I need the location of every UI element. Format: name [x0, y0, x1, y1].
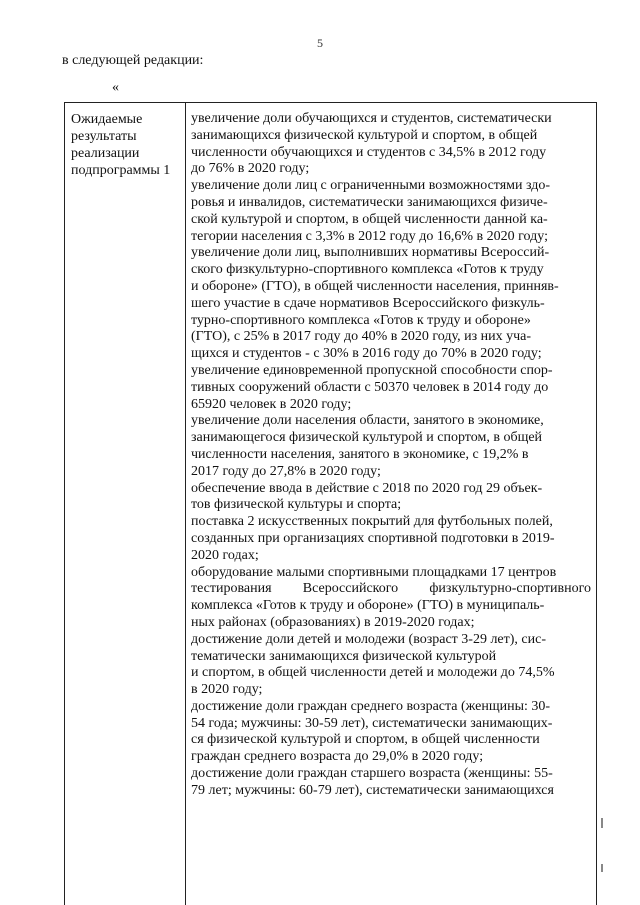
scan-margin-mark — [601, 818, 603, 828]
opening-quote: « — [112, 80, 119, 95]
value-line: тов физической культуры и спорта; — [191, 497, 402, 513]
label-line: Ожидаемые — [71, 112, 143, 127]
value-line: увеличение доли населения области, занятого в экономике, — [191, 413, 544, 429]
value-line: щихся и студентов - с 30% в 2016 году до 70% в 2020 году; — [191, 346, 542, 362]
value-line: ровья и инвалидов, систематически занимающихся физиче- — [191, 194, 548, 210]
value-line: 65920 человек в 2020 году; — [191, 396, 352, 412]
value-line: достижение доли детей и молодежи (возраст 3-29 лет), сис- — [191, 631, 547, 647]
value-line: шего участие в сдаче нормативов Всероссийского физкуль- — [191, 295, 545, 311]
value-line: увеличение единовременной пропускной способности спор- — [191, 362, 553, 378]
value-line: численности обучающихся и студентов с 34,5% в 2012 году — [191, 144, 547, 160]
value-line: оборудование малыми спортивными площадками 17 центров — [191, 564, 557, 580]
value-line: занимающегося физической культурой и спортом, в общей — [191, 430, 543, 446]
value-line: и обороне» (ГТО), в общей численности населения, принняв- — [191, 278, 559, 294]
label-line: результаты — [71, 129, 137, 144]
value-line: тематически занимающихся физической культурой — [191, 648, 497, 664]
value-line: поставка 2 искусственных покрытий для футбольных полей, — [191, 514, 553, 530]
value-line: увеличение доли лиц, выполнивших нормативы Всероссий- — [191, 245, 550, 261]
value-line: созданных при организациях спортивной подготовки в 2019- — [191, 530, 555, 546]
value-line: ных районах (образованиях) в 2019-2020 годах; — [191, 614, 475, 630]
value-line: до 76% в 2020 году; — [191, 161, 310, 177]
value-line: 54 года; мужчины: 30-59 лет), систематически занимающих- — [191, 715, 553, 731]
value-line: 79 лет; мужчины: 60-79 лет), систематически занимающихся — [191, 782, 554, 798]
value-line: 2020 годах; — [191, 547, 259, 563]
scan-margin-mark — [601, 864, 603, 872]
value-line: комплекса «Готов к труду и обороне» (ГТО) в муниципаль- — [191, 598, 545, 614]
value-line: ской культурой и спортом, в общей численности данной ка- — [191, 211, 548, 227]
value-line: в 2020 году; — [191, 682, 263, 698]
value-line: тегории населения с 3,3% в 2012 году до 16,6% в 2020 году; — [191, 228, 548, 244]
value-line: граждан среднего возраста до 29,0% в 2020 году; — [191, 749, 484, 765]
value-line: численности населения, занятого в экономике, с 19,2% в — [191, 446, 529, 462]
value-line: ся физической культурой и спортом, в общей численности — [191, 732, 540, 748]
value-line: достижение доли граждан старшего возраста (женщины: 55- — [191, 766, 553, 782]
label-line: подпрограммы 1 — [71, 163, 171, 178]
column-divider — [185, 103, 186, 905]
value-line: 2017 году до 27,8% в 2020 году; — [191, 463, 381, 479]
results-table — [64, 102, 597, 905]
value-line: ского физкультурно-спортивного комплекса «Готов к труду — [191, 262, 544, 278]
value-line: тивных сооружений области с 50370 человек в 2014 году до — [191, 379, 549, 395]
value-line: и спортом, в общей численности детей и молодежи до 74,5% — [191, 665, 555, 681]
label-line: реализации — [71, 146, 140, 161]
value-cell — [191, 111, 591, 800]
page-number: 5 — [317, 36, 323, 50]
value-line: занимающихся физической культурой и спортом, в общей — [191, 127, 538, 143]
value-line: турно-спортивного комплекса «Готов к труду и обороне» — [191, 312, 531, 328]
value-line: достижение доли граждан среднего возраста (женщины: 30- — [191, 698, 551, 714]
value-line: увеличение доли лиц с ограниченными возможностями здо- — [191, 178, 551, 194]
label-cell — [71, 111, 183, 179]
value-line: увеличение доли обучающихся и студентов, систематически — [191, 111, 552, 126]
intro-text: в следующей редакции: — [62, 53, 204, 68]
value-line: обеспечение ввода в действие с 2018 по 2020 год 29 объек- — [191, 480, 543, 496]
value-line: тестирования Всероссийского физкультурно-спортивного — [191, 581, 591, 597]
value-line: (ГТО), с 25% в 2017 году до 40% в 2020 году, из них уча- — [191, 329, 532, 345]
